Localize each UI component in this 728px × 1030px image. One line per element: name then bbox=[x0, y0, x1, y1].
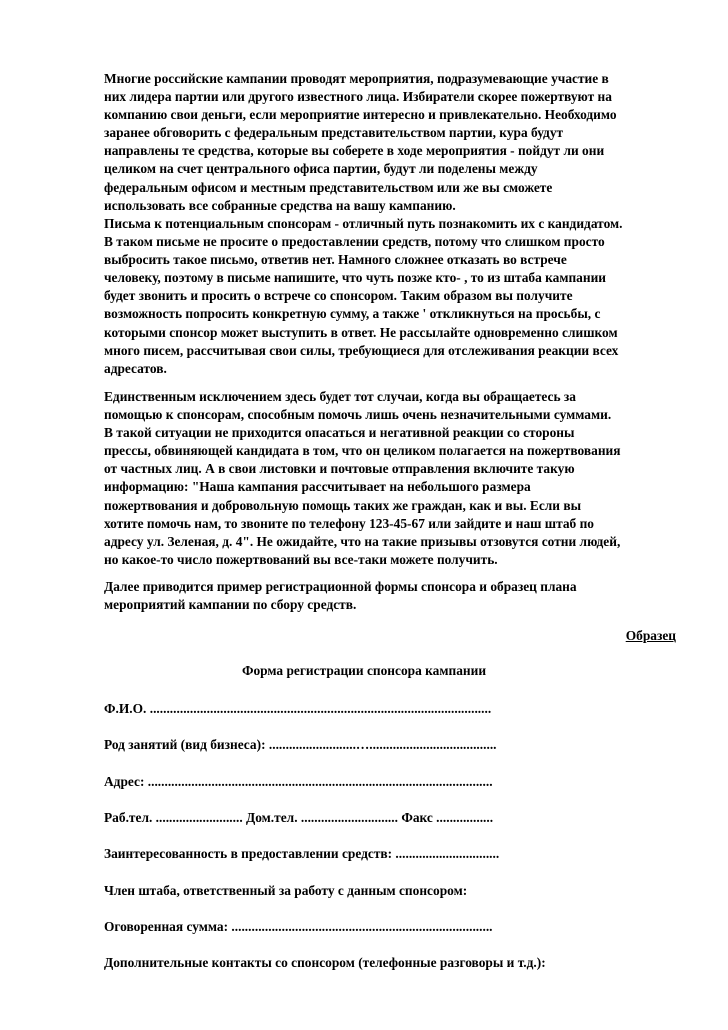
text-line: адресу ул. Зеленая, д. 4". Не ожидайте, что на такие призывы отзовутся сотни людей, bbox=[104, 533, 621, 549]
text-line: пожертвования и добровольную помощь таких же граждан, как и вы. Если вы bbox=[104, 497, 582, 513]
paragraph-intro-form bbox=[104, 578, 676, 614]
text-line: адресатов. bbox=[104, 360, 167, 376]
form-field-agreed-sum: Оговоренная сумма: .............................................................................. bbox=[104, 919, 493, 934]
text-line: от частных лиц. А в свои листовки и почтовые отправления включите такую bbox=[104, 461, 575, 477]
form-field-occupation: Род занятий (вид бизнеса): ..........................…...................................... bbox=[104, 737, 497, 752]
text-line: много писем, рассчитывая свои силы, требующиеся для отслеживания реакции всех bbox=[104, 342, 619, 358]
text-line: информацию: "Наша кампания рассчитывает на небольшого размера bbox=[104, 479, 531, 495]
form-field-full-name: Ф.И.О. ...................................................................................................... bbox=[104, 701, 492, 716]
text-line: использовать все собранные средства на вашу кампанию. bbox=[104, 197, 456, 213]
text-line: заранее обговорить с федеральным представительством партии, кура будут bbox=[104, 125, 564, 141]
paragraph-events bbox=[104, 70, 676, 215]
text-line: будет звонить и просить о встрече со спонсором. Таким образом вы получите bbox=[104, 288, 573, 304]
paragraph-letters bbox=[104, 215, 676, 378]
sample-label: Образец bbox=[625, 628, 676, 643]
text-line: человеку, поэтому в письме напишите, что чуть позже кто- , то из штаба кампании bbox=[104, 270, 607, 286]
text-line: Многие российские кампании проводят мероприятия, подразумевающие участие в bbox=[104, 71, 609, 86]
text-line: мероприятий кампании по сбору средств. bbox=[104, 597, 357, 613]
text-line: Далее приводится пример регистрационной формы спонсора и образец плана bbox=[104, 579, 577, 594]
text-line: компанию свои деньги, если мероприятие интересно и привлекательно. Необходимо bbox=[104, 107, 617, 123]
text-line: хотите помочь нам, то звоните по телефону 123-45-67 или зайдите и наш штаб по bbox=[104, 515, 594, 531]
text-line: но какое-то число пожертвований вы все-таки можете получить. bbox=[104, 551, 498, 567]
form-field-phones: Раб.тел. .......................... Дом.тел. ............................. Факс ................. bbox=[104, 810, 494, 825]
form-field-extra-contacts: Дополнительные контакты со спонсором (телефонные разговоры и т.д.): bbox=[104, 955, 546, 970]
text-line: выбросить такое письмо, ответив нет. Намного сложнее отказать во встрече bbox=[104, 252, 567, 268]
text-line: В такой ситуации не приходится опасаться и негативной реакции со стороны bbox=[104, 425, 575, 441]
text-line: возможность попросить конкретную сумму, а также ' откликнуться на просьбы, с bbox=[104, 306, 601, 322]
text-line: них лидера партии или другого известного лица. Избиратели скорее пожертвуют на bbox=[104, 89, 612, 105]
text-line: которыми спонсор может выступить в ответ. Не рассылайте одновременно слишком bbox=[104, 324, 618, 340]
text-line: Письма к потенциальным спонсорам - отличный путь познакомить их с кандидатом. bbox=[104, 216, 623, 231]
text-line: прессы, обвиняющей кандидата в том, что он целиком полагается на пожертвования bbox=[104, 443, 621, 459]
text-line: направлены те средства, которые вы соберете в ходе мероприятия - пойдут ли они bbox=[104, 143, 605, 159]
form-field-interest: Заинтересованность в предоставлении средств: ............................... bbox=[104, 846, 500, 861]
text-line: В таком письме не просите о предоставлении средств, потому что слишком просто bbox=[104, 234, 605, 250]
form-field-staff-member: Член штаба, ответственный за работу с данным спонсором: bbox=[104, 883, 468, 898]
text-line: Единственным исключением здесь будет тот случаи, когда вы обращаетесь за bbox=[104, 389, 576, 404]
form-field-address: Адрес: ....................................................................................................... bbox=[104, 774, 493, 789]
text-line: помощью к спонсорам, способным помочь лишь очень незначительными суммами. bbox=[104, 407, 612, 423]
form-title: Форма регистрации спонсора кампании bbox=[241, 663, 487, 678]
text-line: целиком на счет центрального офиса партии, будут ли поделены между bbox=[104, 161, 538, 177]
text-line: федеральным офисом и местным представительством или же вы сможете bbox=[104, 179, 553, 195]
paragraph-exception bbox=[104, 388, 676, 569]
